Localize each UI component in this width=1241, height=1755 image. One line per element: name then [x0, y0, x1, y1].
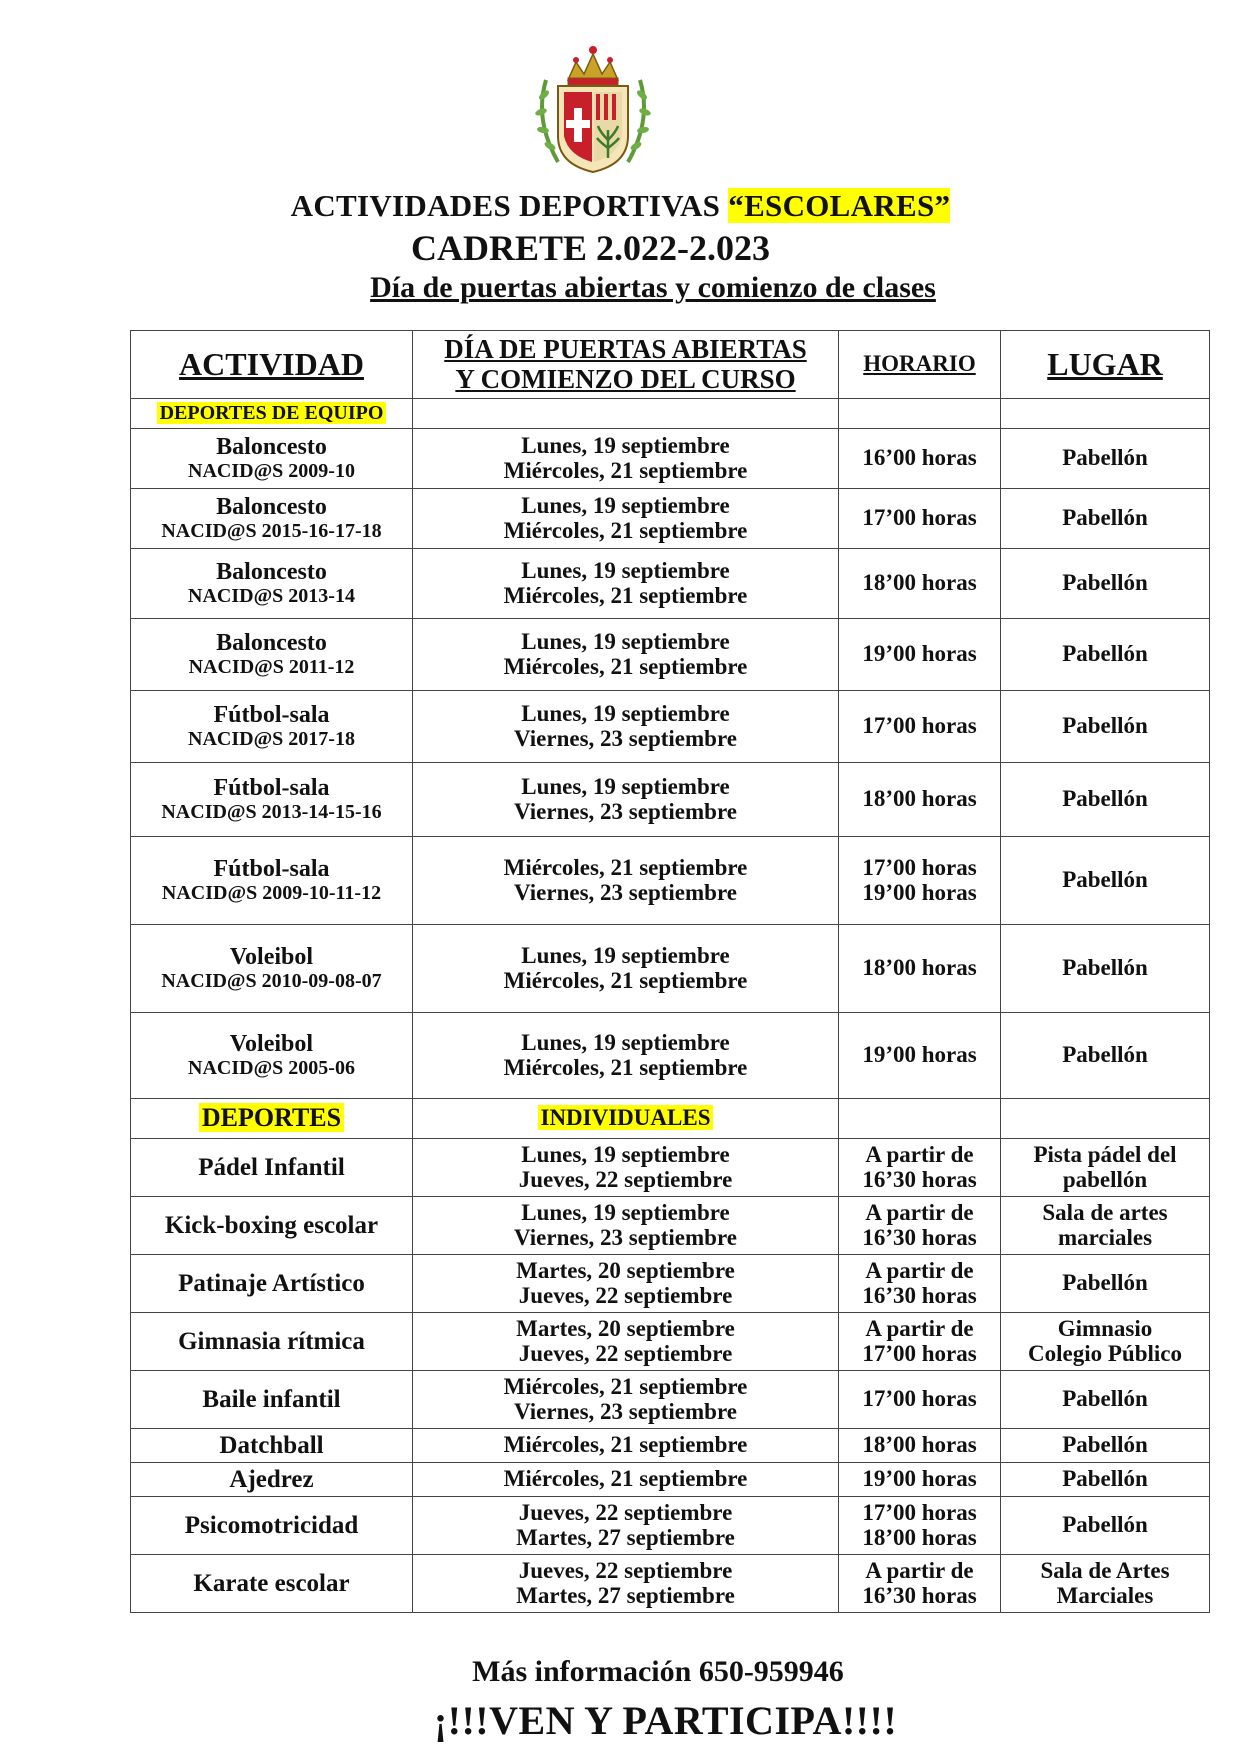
section-row-team — [131, 399, 1210, 429]
dates-cell-line1: Miércoles, 21 septiembre — [503, 1373, 748, 1399]
time-cell-line1: 17’00 horas — [862, 505, 977, 531]
dates-cell — [413, 1555, 839, 1613]
place-cell-line1: Gimnasio — [1057, 1315, 1153, 1341]
table-row — [131, 1371, 1210, 1429]
dates-cell-line1: Lunes, 19 septiembre — [521, 1199, 730, 1225]
place-cell — [1001, 429, 1210, 489]
place-cell — [1001, 1371, 1210, 1429]
section-individual-left: DEPORTES — [199, 1103, 344, 1132]
time-cell-line1: 17’00 horas — [862, 713, 977, 739]
activity-name: Fútbol-sala — [213, 855, 330, 882]
table-row — [131, 549, 1210, 619]
place-cell — [1001, 763, 1210, 837]
activity-name: Patinaje Artístico — [178, 1270, 365, 1297]
dates-cell-line1: Lunes, 19 septiembre — [521, 432, 730, 458]
dates-cell-line1: Jueves, 22 septiembre — [518, 1557, 733, 1583]
place-cell-line1: Sala de Artes — [1040, 1557, 1170, 1583]
place-cell-line1: Pabellón — [1062, 786, 1148, 812]
place-cell-line1: Pabellón — [1062, 867, 1148, 893]
dates-cell-line1: Lunes, 19 septiembre — [521, 700, 730, 726]
table-row — [131, 925, 1210, 1013]
subtitle: Día de puertas abiertas y comienzo de clases — [370, 271, 936, 304]
activity-cell — [131, 837, 413, 925]
place-cell-line2: Marciales — [1056, 1582, 1154, 1608]
dates-cell-line2: Martes, 27 septiembre — [516, 1582, 735, 1608]
place-cell-line1: Pabellón — [1062, 1386, 1148, 1412]
dates-cell-line2: Jueves, 22 septiembre — [518, 1340, 733, 1366]
place-cell-line2: pabellón — [1062, 1166, 1148, 1192]
dates-cell — [413, 1463, 839, 1497]
time-cell — [839, 763, 1001, 837]
activity-name: Datchball — [219, 1432, 324, 1459]
place-cell-line1: Pabellón — [1062, 955, 1148, 981]
dates-cell-line1: Martes, 20 septiembre — [516, 1257, 735, 1283]
header-dia-line1: DÍA DE PUERTAS ABIERTAS — [444, 334, 807, 365]
birth-years: NACID@S 2013-14 — [188, 584, 355, 607]
time-cell — [839, 1371, 1001, 1429]
time-cell-line2: 18’00 horas — [862, 1524, 977, 1550]
time-cell — [839, 691, 1001, 763]
table-row — [131, 1555, 1210, 1613]
coat-of-arms-icon — [528, 40, 658, 178]
birth-years: NACID@S 2010-09-08-07 — [161, 969, 382, 992]
dates-cell-line2: Miércoles, 21 septiembre — [503, 1054, 748, 1080]
time-cell — [839, 1197, 1001, 1255]
table-row — [131, 1197, 1210, 1255]
dates-cell — [413, 489, 839, 549]
dates-cell — [413, 763, 839, 837]
table-row — [131, 1463, 1210, 1497]
birth-years: NACID@S 2017-18 — [188, 727, 355, 750]
place-cell — [1001, 691, 1210, 763]
table-row — [131, 691, 1210, 763]
time-cell — [839, 1313, 1001, 1371]
time-cell-line1: 18’00 horas — [862, 1432, 977, 1458]
place-cell-line1: Pabellón — [1062, 1432, 1148, 1458]
birth-years: NACID@S 2005-06 — [188, 1056, 355, 1079]
activity-name: Fútbol-sala — [213, 701, 330, 728]
activity-name: Psicomotricidad — [184, 1512, 359, 1539]
title-highlight: “ESCOLARES” — [728, 188, 951, 223]
table-row — [131, 1139, 1210, 1197]
activity-cell — [131, 1197, 413, 1255]
place-cell-line1: Pabellón — [1062, 505, 1148, 531]
title-prefix: ACTIVIDADES DEPORTIVAS — [290, 188, 729, 223]
birth-years: NACID@S 2009-10-11-12 — [161, 881, 382, 904]
activity-cell — [131, 1255, 413, 1313]
dates-cell-line2: Miércoles, 21 septiembre — [503, 653, 748, 679]
activity-cell — [131, 1463, 413, 1497]
dates-cell — [413, 1371, 839, 1429]
activity-name: Pádel Infantil — [198, 1154, 345, 1181]
header-horario: HORARIO — [839, 331, 1001, 399]
table-header-row — [131, 331, 1210, 399]
place-cell-line1: Sala de artes — [1042, 1199, 1168, 1225]
activity-cell — [131, 763, 413, 837]
dates-cell-line1: Miércoles, 21 septiembre — [503, 1466, 748, 1492]
time-cell-line1: 17’00 horas — [862, 1499, 977, 1525]
dates-cell-line2: Jueves, 22 septiembre — [518, 1166, 733, 1192]
header-lugar: LUGAR — [1001, 331, 1210, 399]
section-individual-right: INDIVIDUALES — [538, 1105, 714, 1130]
dates-cell-line2: Viernes, 23 septiembre — [514, 798, 737, 824]
activity-cell — [131, 691, 413, 763]
table-row — [131, 489, 1210, 549]
time-cell-line1: 19’00 horas — [862, 641, 977, 667]
table-row — [131, 763, 1210, 837]
place-cell-line2: Colegio Público — [1028, 1340, 1182, 1366]
place-cell — [1001, 1139, 1210, 1197]
time-cell-line1: A partir de — [865, 1315, 974, 1341]
dates-cell-line1: Martes, 20 septiembre — [516, 1315, 735, 1341]
dates-cell-line2: Martes, 27 septiembre — [516, 1524, 735, 1550]
table-row — [131, 1255, 1210, 1313]
dates-cell-line2: Jueves, 22 septiembre — [518, 1282, 733, 1308]
title-line-2: CADRETE 2.022-2.023 — [410, 228, 770, 268]
dates-cell-line1: Lunes, 19 septiembre — [521, 557, 730, 583]
time-cell-line2: 16’30 horas — [862, 1282, 977, 1308]
dates-cell-line1: Miércoles, 21 septiembre — [503, 854, 748, 880]
time-cell — [839, 1139, 1001, 1197]
time-cell-line1: 17’00 horas — [862, 854, 977, 880]
section-team-label: DEPORTES DE EQUIPO — [157, 402, 387, 424]
time-cell-line1: 19’00 horas — [862, 1466, 977, 1492]
time-cell-line1: 17’00 horas — [862, 1386, 977, 1412]
activity-name: Voleibol — [229, 943, 314, 970]
table-row — [131, 1429, 1210, 1463]
activity-name: Baloncesto — [216, 629, 327, 656]
time-cell-line1: A partir de — [865, 1141, 974, 1167]
place-cell-line1: Pabellón — [1062, 1042, 1148, 1068]
dates-cell-line2: Viernes, 23 septiembre — [514, 725, 737, 751]
place-cell-line1: Pabellón — [1062, 445, 1148, 471]
time-cell — [839, 429, 1001, 489]
time-cell-line1: 18’00 horas — [862, 570, 977, 596]
time-cell — [839, 1555, 1001, 1613]
dates-cell-line2: Miércoles, 21 septiembre — [503, 582, 748, 608]
time-cell-line1: A partir de — [865, 1257, 974, 1283]
activity-name: Baile infantil — [202, 1386, 341, 1413]
more-info: Más información 650-959946 — [472, 1655, 844, 1688]
table-row — [131, 1313, 1210, 1371]
dates-cell-line1: Miércoles, 21 septiembre — [503, 1432, 748, 1458]
dates-cell-line1: Lunes, 19 septiembre — [521, 773, 730, 799]
activities-table — [130, 330, 1210, 1613]
place-cell-line1: Pista pádel del — [1033, 1141, 1177, 1167]
dates-cell-line2: Miércoles, 21 septiembre — [503, 967, 748, 993]
table-row — [131, 837, 1210, 925]
activity-cell — [131, 619, 413, 691]
place-cell — [1001, 619, 1210, 691]
activity-cell — [131, 1371, 413, 1429]
place-cell — [1001, 1497, 1210, 1555]
dates-cell — [413, 1013, 839, 1099]
dates-cell-line1: Lunes, 19 septiembre — [521, 1141, 730, 1167]
time-cell — [839, 925, 1001, 1013]
activity-cell — [131, 1313, 413, 1371]
dates-cell — [413, 1255, 839, 1313]
time-cell-line2: 16’30 horas — [862, 1224, 977, 1250]
time-cell-line2: 16’30 horas — [862, 1166, 977, 1192]
activity-name: Gimnasia rítmica — [178, 1328, 365, 1355]
dates-cell — [413, 429, 839, 489]
place-cell-line1: Pabellón — [1062, 1466, 1148, 1492]
time-cell-line1: 19’00 horas — [862, 1042, 977, 1068]
place-cell — [1001, 1255, 1210, 1313]
activity-cell — [131, 489, 413, 549]
time-cell-line1: 18’00 horas — [862, 955, 977, 981]
table-row — [131, 1013, 1210, 1099]
activity-name: Baloncesto — [216, 558, 327, 585]
header-dia-line2: Y COMIENZO DEL CURSO — [455, 363, 796, 394]
dates-cell — [413, 1197, 839, 1255]
place-cell-line1: Pabellón — [1062, 713, 1148, 739]
time-cell — [839, 837, 1001, 925]
dates-cell — [413, 1139, 839, 1197]
activity-name: Baloncesto — [216, 433, 327, 460]
place-cell-line1: Pabellón — [1062, 1512, 1148, 1538]
table-row — [131, 429, 1210, 489]
activity-cell — [131, 1139, 413, 1197]
activity-cell — [131, 1013, 413, 1099]
time-cell-line1: 16’00 horas — [862, 445, 977, 471]
activity-cell — [131, 925, 413, 1013]
birth-years: NACID@S 2013-14-15-16 — [161, 800, 382, 823]
activity-name: Karate escolar — [193, 1570, 350, 1597]
dates-cell-line2: Miércoles, 21 septiembre — [503, 457, 748, 483]
time-cell — [839, 1255, 1001, 1313]
activity-cell — [131, 1555, 413, 1613]
dates-cell — [413, 925, 839, 1013]
place-cell — [1001, 1555, 1210, 1613]
activity-cell — [131, 429, 413, 489]
place-cell — [1001, 1429, 1210, 1463]
activity-name: Fútbol-sala — [213, 774, 330, 801]
place-cell — [1001, 837, 1210, 925]
birth-years: NACID@S 2009-10 — [188, 459, 355, 482]
header-dia — [413, 331, 839, 399]
activity-cell — [131, 549, 413, 619]
activity-cell — [131, 1497, 413, 1555]
dates-cell-line1: Lunes, 19 septiembre — [521, 628, 730, 654]
time-cell — [839, 1463, 1001, 1497]
dates-cell-line1: Lunes, 19 septiembre — [521, 492, 730, 518]
activity-cell — [131, 1429, 413, 1463]
place-cell — [1001, 549, 1210, 619]
place-cell — [1001, 925, 1210, 1013]
dates-cell-line2: Miércoles, 21 septiembre — [503, 517, 748, 543]
time-cell — [839, 1013, 1001, 1099]
dates-cell-line2: Viernes, 23 septiembre — [514, 879, 737, 905]
section-row-individual — [131, 1099, 1210, 1139]
place-cell-line1: Pabellón — [1062, 641, 1148, 667]
dates-cell — [413, 1313, 839, 1371]
dates-cell-line1: Lunes, 19 septiembre — [521, 1029, 730, 1055]
time-cell — [839, 489, 1001, 549]
time-cell-line2: 16’30 horas — [862, 1582, 977, 1608]
dates-cell — [413, 691, 839, 763]
dates-cell — [413, 1497, 839, 1555]
place-cell — [1001, 489, 1210, 549]
activity-name: Baloncesto — [216, 493, 327, 520]
dates-cell-line2: Viernes, 23 septiembre — [514, 1398, 737, 1424]
activity-name: Ajedrez — [229, 1466, 314, 1493]
table-row — [131, 1497, 1210, 1555]
activity-name: Kick-boxing escolar — [164, 1212, 379, 1239]
time-cell — [839, 1497, 1001, 1555]
crown-icon — [568, 46, 618, 85]
time-cell-line2: 17’00 horas — [862, 1340, 977, 1366]
activity-name: Voleibol — [229, 1030, 314, 1057]
dates-cell-line1: Jueves, 22 septiembre — [518, 1499, 733, 1525]
place-cell — [1001, 1197, 1210, 1255]
dates-cell-line2: Viernes, 23 septiembre — [514, 1224, 737, 1250]
birth-years: NACID@S 2015-16-17-18 — [161, 519, 382, 542]
dates-cell — [413, 619, 839, 691]
place-cell-line1: Pabellón — [1062, 570, 1148, 596]
place-cell — [1001, 1013, 1210, 1099]
place-cell — [1001, 1313, 1210, 1371]
header-actividad: ACTIVIDAD — [131, 331, 413, 399]
time-cell-line1: A partir de — [865, 1199, 974, 1225]
time-cell-line1: A partir de — [865, 1557, 974, 1583]
place-cell-line2: marciales — [1057, 1224, 1153, 1250]
title-line-1 — [0, 188, 1241, 224]
time-cell-line1: 18’00 horas — [862, 786, 977, 812]
dates-cell-line1: Lunes, 19 septiembre — [521, 942, 730, 968]
time-cell-line2: 19’00 horas — [862, 879, 977, 905]
time-cell — [839, 1429, 1001, 1463]
dates-cell — [413, 549, 839, 619]
time-cell — [839, 549, 1001, 619]
time-cell — [839, 619, 1001, 691]
table-row — [131, 619, 1210, 691]
birth-years: NACID@S 2011-12 — [188, 655, 355, 678]
dates-cell — [413, 1429, 839, 1463]
place-cell-line1: Pabellón — [1062, 1270, 1148, 1296]
call-to-action: ¡!!!VEN Y PARTICIPA!!!! — [433, 1698, 898, 1743]
dates-cell — [413, 837, 839, 925]
place-cell — [1001, 1463, 1210, 1497]
